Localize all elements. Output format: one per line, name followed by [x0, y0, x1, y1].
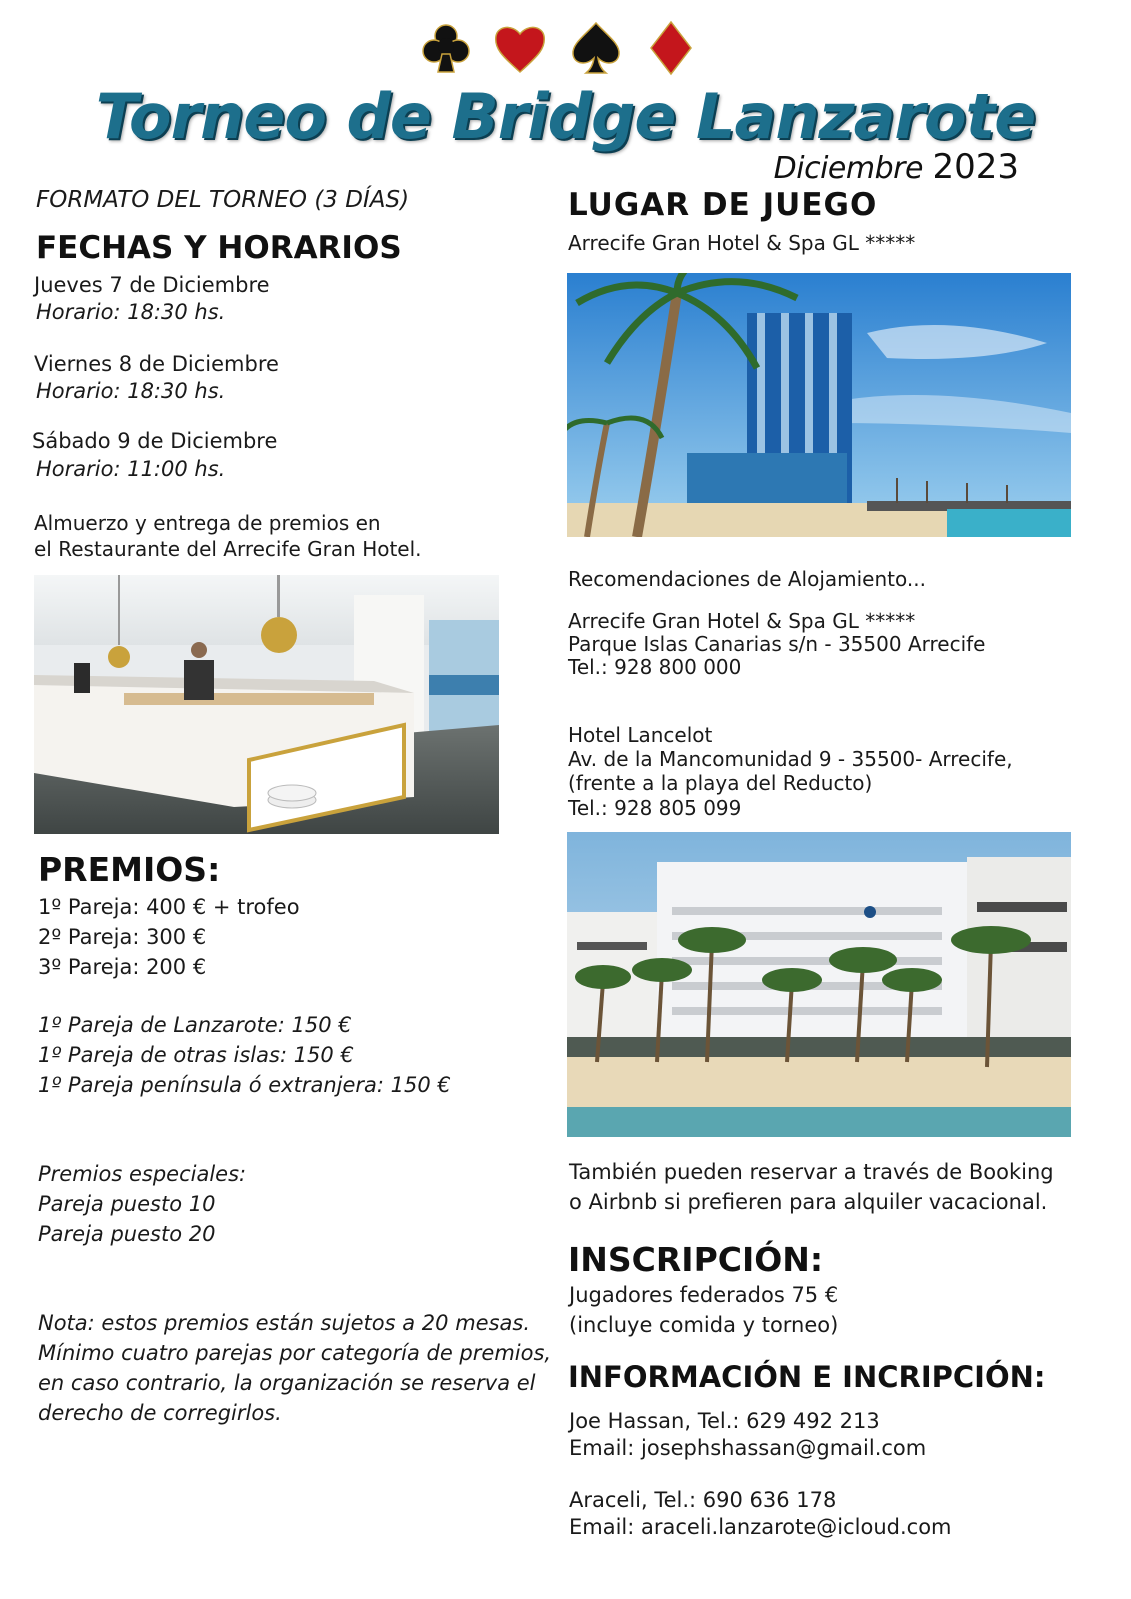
suit-icons — [0, 20, 1131, 80]
subtitle-month: Diciembre — [773, 151, 923, 186]
lodging-intro: Recomendaciones de Alojamiento... — [568, 567, 926, 591]
registration-fee: Jugadores federados 75 € — [569, 1283, 839, 1307]
note-line-4: derecho de corregirlos. — [38, 1401, 282, 1425]
extra-prizes-heading: Premios especiales: — [38, 1162, 247, 1186]
special-prize-3: 1º Pareja península ó extranjera: 150 € — [38, 1073, 451, 1097]
day-2: Viernes 8 de Diciembre — [34, 352, 279, 376]
day-1: Jueves 7 de Diciembre — [34, 273, 270, 297]
hotel1-name: Arrecife Gran Hotel & Spa GL ***** — [568, 609, 916, 633]
venue-heading: LUGAR DE JUEGO — [568, 187, 878, 223]
prize-1: 1º Pareja: 400 € + trofeo — [38, 895, 300, 919]
venue-name: Arrecife Gran Hotel & Spa GL ***** — [568, 231, 916, 255]
hotel2-phone: Tel.: 928 805 099 — [568, 796, 742, 820]
hotel2-location: (frente a la playa del Reducto) — [568, 771, 873, 795]
contact2-phone: Araceli, Tel.: 690 636 178 — [569, 1488, 837, 1512]
contact1-phone: Joe Hassan, Tel.: 629 492 213 — [569, 1409, 880, 1433]
lunch-line-2: el Restaurante del Arrecife Gran Hotel. — [34, 537, 422, 561]
hotel2-name: Hotel Lancelot — [568, 723, 713, 747]
note-line-1: Nota: estos premios están sujetos a 20 mesas. — [38, 1311, 531, 1335]
hotel1-address: Parque Islas Canarias s/n - 35500 Arrecife — [568, 632, 986, 656]
special-prize-1: 1º Pareja de Lanzarote: 150 € — [38, 1013, 352, 1037]
page-title: Torneo de Bridge Lanzarote — [95, 80, 1036, 153]
extra-prize-1: Pareja puesto 10 — [38, 1192, 216, 1216]
schedule-heading: FECHAS Y HORARIOS — [36, 230, 402, 266]
spade-icon — [568, 20, 624, 76]
prizes-heading: PREMIOS: — [38, 850, 221, 889]
day-2-time: Horario: 18:30 hs. — [36, 379, 226, 403]
day-3-time: Horario: 11:00 hs. — [36, 457, 226, 481]
lunch-line-1: Almuerzo y entrega de premios en — [34, 511, 381, 535]
hotel1-phone: Tel.: 928 800 000 — [568, 655, 742, 679]
day-3: Sábado 9 de Diciembre — [32, 429, 278, 453]
prize-2: 2º Pareja: 300 € — [38, 925, 207, 949]
info-heading: INFORMACIÓN E INCRIPCIÓN: — [568, 1360, 1046, 1394]
subtitle-year: 2023 — [932, 147, 1019, 187]
subtitle-date — [774, 147, 1019, 187]
registration-heading: INSCRIPCIÓN: — [568, 1240, 824, 1279]
registration-includes: (incluye comida y torneo) — [569, 1313, 839, 1337]
contact2-email[interactable]: Email: araceli.lanzarote@icloud.com — [569, 1515, 952, 1539]
hotel-lancelot-photo — [567, 832, 1071, 1137]
contact1-email[interactable]: Email: josephshassan@gmail.com — [569, 1436, 927, 1460]
note-line-3: en caso contrario, la organización se reserva el — [38, 1371, 536, 1395]
booking-line-1: También pueden reservar a través de Booking — [569, 1160, 1054, 1184]
extra-prize-2: Pareja puesto 20 — [38, 1222, 216, 1246]
hotel2-address: Av. de la Mancomunidad 9 - 35500- Arrecife, — [568, 747, 1013, 771]
restaurant-photo — [34, 575, 499, 834]
format-label: FORMATO DEL TORNEO (3 DÍAS) — [36, 187, 410, 213]
day-1-time: Horario: 18:30 hs. — [36, 300, 226, 324]
gran-hotel-photo — [567, 273, 1071, 537]
special-prize-2: 1º Pareja de otras islas: 150 € — [38, 1043, 354, 1067]
heart-icon — [492, 20, 548, 76]
club-icon — [418, 20, 474, 76]
prize-3: 3º Pareja: 200 € — [38, 955, 207, 979]
booking-line-2: o Airbnb si prefieren para alquiler vacacional. — [569, 1190, 1048, 1214]
note-line-2: Mínimo cuatro parejas por categoría de premios, — [38, 1341, 552, 1365]
diamond-icon — [643, 20, 699, 76]
